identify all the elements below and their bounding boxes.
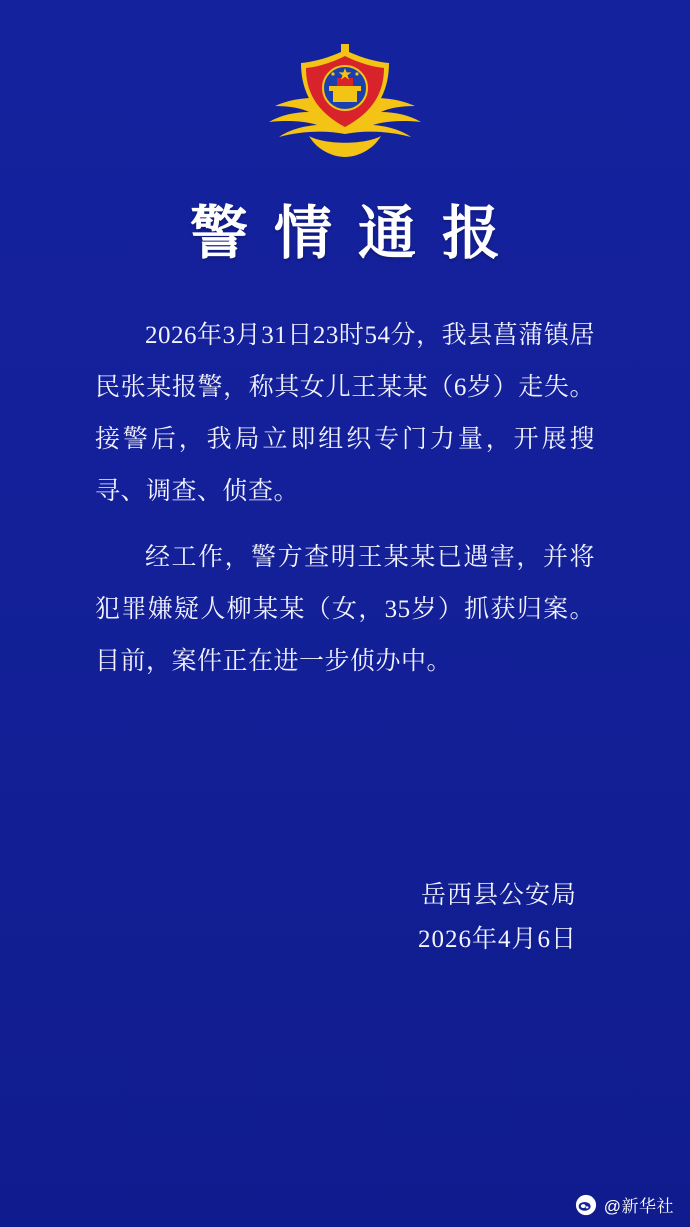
notice-body — [95, 310, 595, 702]
source-watermark — [575, 1192, 674, 1217]
notice-paragraph: 2026年3月31日23时54分，我县菖蒲镇居民张某报警，称其女儿王某某（6岁）走失。接警后，我局立即组织专门力量，开展搜寻、调查、侦查。 — [95, 321, 595, 505]
page-title: 警情通报 — [189, 201, 526, 266]
police-badge-icon — [255, 44, 435, 168]
signature-date: 2026年4月6日 — [417, 925, 577, 953]
weibo-icon — [575, 1194, 597, 1216]
signature-block — [95, 874, 595, 962]
source-label: @新华社 — [603, 1197, 674, 1216]
signature-issuer: 岳西县公安局 — [420, 881, 577, 909]
notice-paragraph: 经工作，警方查明王某某已遇害，并将犯罪嫌疑人柳某某（女，35岁）抓获归案。目前，案件正在进一步侦办中。 — [95, 543, 595, 675]
